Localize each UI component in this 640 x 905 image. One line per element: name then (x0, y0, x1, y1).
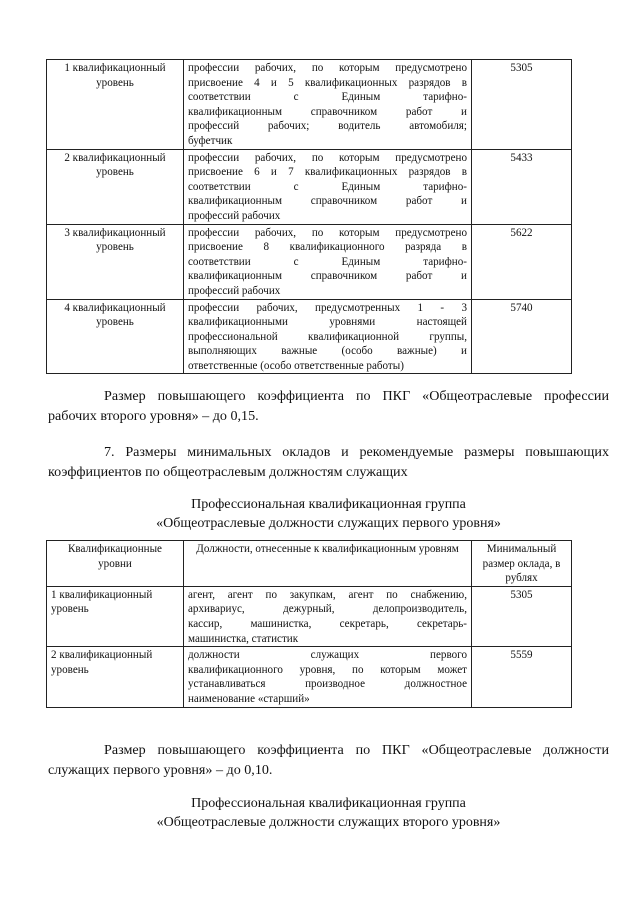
header-salary: Минимальный размер оклада, в рублях (472, 541, 572, 587)
minimum-salary: 5305 (472, 586, 572, 646)
positions-cell (184, 149, 472, 224)
positions-line: профессий рабочих; водитель автомобиля; (188, 120, 467, 133)
section7-line2: коэффициентов по общеотраслевым должностям служащих (48, 464, 408, 480)
table-row (47, 299, 572, 374)
positions-line: соответствии с Единым тарифно- (188, 91, 467, 104)
group-title-first-level (46, 495, 611, 533)
group1-line2: «Общеотраслевые должности служащих первого уровня» (156, 516, 501, 531)
positions-line: соответствии с Единым тарифно- (188, 180, 467, 193)
positions-line: выполняющих важные (особо важные) и (188, 345, 467, 358)
positions-line: агент, агент по закупкам, агент по снабжению, (188, 588, 467, 601)
positions-cell (184, 224, 472, 299)
group2-line1: Профессиональная квалификационная группа (191, 796, 466, 811)
qualification-level: 2 квалификационный уровень (47, 647, 184, 707)
positions-line: профессий рабочих (188, 209, 281, 222)
table2-header-row (47, 541, 572, 587)
para2-line2: служащих первого уровня» – до 0,10. (48, 762, 273, 778)
section-7-heading (48, 442, 609, 482)
table1-body (47, 60, 572, 374)
qualification-level: 3 квалификационный уровень (47, 224, 184, 299)
table-row (47, 586, 572, 646)
qualification-level: 4 квалификационный уровень (47, 299, 184, 374)
table-row (47, 647, 572, 707)
header-positions: Должности, отнесенные к квалификационным уровням (184, 541, 472, 587)
minimum-salary: 5305 (472, 60, 572, 150)
group-title-second-level (46, 794, 611, 832)
positions-line: профессии рабочих, предусмотренных 1 - 3 (188, 301, 467, 314)
minimum-salary: 5622 (472, 224, 572, 299)
coefficient-paragraph-employees (48, 740, 609, 780)
positions-line: кассир, машинистка, секретарь, секретарь- (188, 617, 467, 630)
positions-line: профессии рабочих, по которым предусмотрено (188, 226, 467, 239)
minimum-salary: 5559 (472, 647, 572, 707)
positions-line: архивариус, дежурный, делопроизводитель, (188, 603, 467, 616)
positions-cell (184, 60, 472, 150)
table2-body (47, 541, 572, 708)
table-row (47, 149, 572, 224)
positions-line: должности служащих первого (188, 649, 467, 662)
positions-line: присвоение 8 квалификационного разряда в (188, 241, 467, 254)
positions-line: машинистка, статистик (188, 632, 299, 645)
coefficient-paragraph-workers (48, 386, 609, 426)
qualification-level: 2 квалификационный уровень (47, 149, 184, 224)
positions-line: соответствии с Единым тарифно- (188, 255, 467, 268)
positions-line: профессии рабочих, по которым предусмотрено (188, 62, 467, 74)
positions-line: профессиональной квалификационной группы, (188, 330, 467, 343)
table-row (47, 224, 572, 299)
positions-line: квалификационным справочником работ и (188, 270, 467, 283)
group2-line2: «Общеотраслевые должности служащих второго уровня» (156, 815, 501, 830)
header-levels: Квалификационные уровни (47, 541, 184, 587)
positions-line: квалификационными уровнями настоящей (188, 316, 467, 329)
positions-line: профессии рабочих, по которым предусмотрено (188, 151, 467, 164)
positions-line: квалификационным справочником работ и (188, 105, 467, 118)
positions-line: ответственные (особо ответственные работы) (188, 359, 404, 372)
para1-line1: Размер повышающего коэффициента по ПКГ «Общеотраслевые профессии (104, 388, 609, 404)
salary-table-workers (46, 59, 572, 374)
table-row (47, 60, 572, 150)
positions-line: буфетчик (188, 134, 233, 147)
minimum-salary: 5433 (472, 149, 572, 224)
positions-cell (184, 586, 472, 646)
positions-line: присвоение 4 и 5 квалификационных разрядов в (188, 76, 467, 89)
positions-line: квалификационным справочником работ и (188, 195, 467, 208)
minimum-salary: 5740 (472, 299, 572, 374)
positions-line: присвоение 6 и 7 квалификационных разрядов в (188, 166, 467, 179)
positions-line: устанавливаться производное должностное (188, 678, 467, 691)
positions-cell (184, 647, 472, 707)
salary-table-employees (46, 540, 572, 708)
positions-line: профессий рабочих (188, 284, 281, 297)
para1-line2: рабочих второго уровня» – до 0,15. (48, 408, 259, 424)
group1-line1: Профессиональная квалификационная группа (191, 497, 466, 512)
section7-line1: 7. Размеры минимальных окладов и рекомендуемые размеры повышающих (104, 444, 609, 460)
para2-line1: Размер повышающего коэффициента по ПКГ «Общеотраслевые должности (104, 742, 609, 758)
positions-line: наименование «старший» (188, 692, 310, 705)
positions-cell (184, 299, 472, 374)
qualification-level: 1 квалификационный уровень (47, 586, 184, 646)
positions-line: квалификационного уровня, по которым может (188, 663, 467, 676)
qualification-level: 1 квалификационный уровень (47, 60, 184, 150)
